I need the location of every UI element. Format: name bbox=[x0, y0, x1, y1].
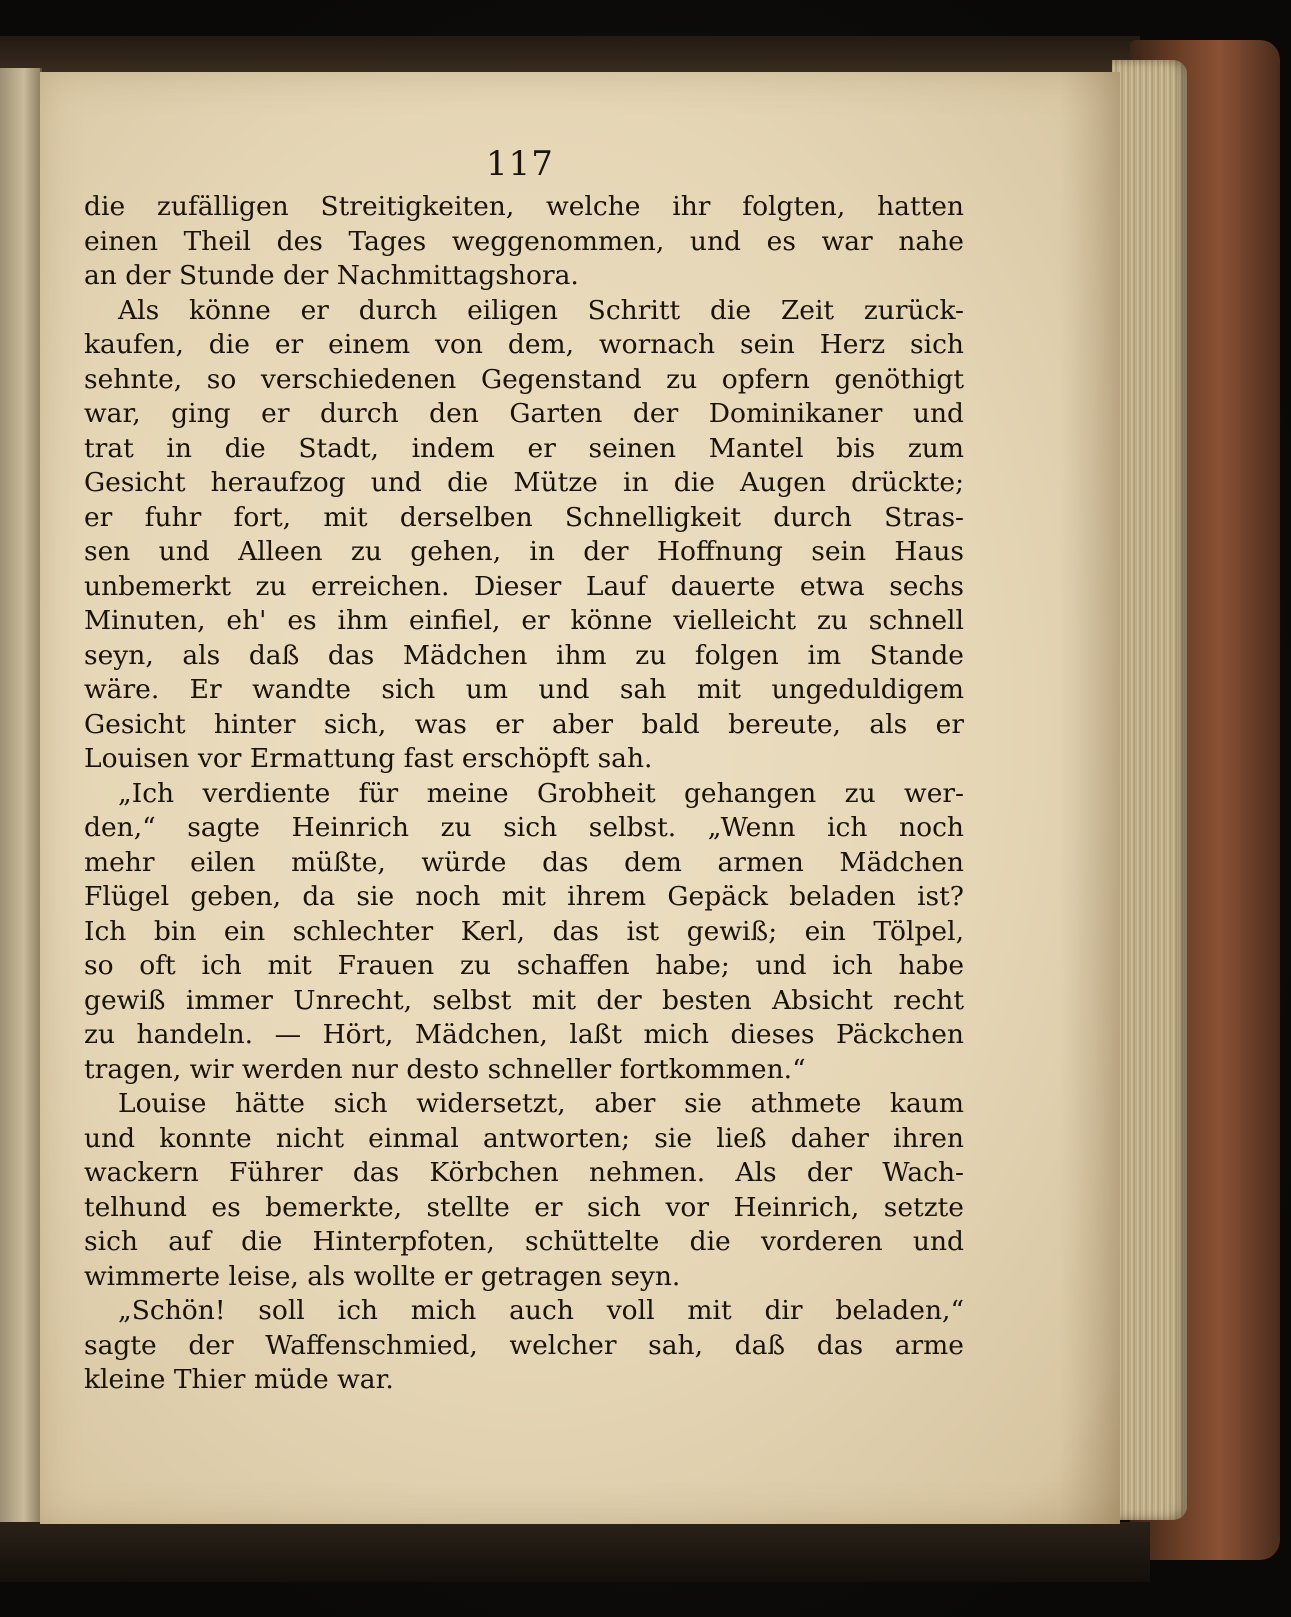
text-line: sagte der Waffenschmied, welcher sah, daß das arme bbox=[84, 1329, 964, 1361]
text-line: telhund es bemerkte, stellte er sich vor Heinrich, setzte bbox=[84, 1191, 964, 1223]
text-line: er fuhr fort, mit derselben Schnelligkeit durch Stras- bbox=[84, 501, 964, 533]
text-line: sehnte, so verschiedenen Gegenstand zu opfern genöthigt bbox=[84, 363, 964, 395]
facing-page-fragment bbox=[0, 68, 42, 1528]
text-line: wimmerte leise, als wollte er getragen seyn. bbox=[84, 1260, 681, 1292]
text-line: mehr eilen müßte, würde das dem armen Mädchen bbox=[84, 846, 964, 878]
text-line: Louisen vor Ermattung fast erschöpft sah. bbox=[84, 743, 653, 774]
text-line: Louise hätte sich widersetzt, aber sie athmete kaum bbox=[118, 1088, 964, 1119]
text-line: kleine Thier müde war. bbox=[84, 1364, 394, 1395]
text-line: den,“ sagte Heinrich zu sich selbst. „Wenn ich noch bbox=[84, 812, 964, 843]
text-line: Gesicht heraufzog und die Mütze in die Augen drückte; bbox=[84, 467, 964, 498]
book-binding-bottom bbox=[0, 1522, 1150, 1582]
text-line: und konnte nicht einmal antworten; sie ließ daher ihren bbox=[84, 1122, 964, 1154]
text-line: einen Theil des Tages weggenommen, und es war nahe bbox=[84, 225, 964, 257]
text-line: Gesicht hinter sich, was er aber bald bereute, als er bbox=[84, 708, 964, 740]
text-line: tragen, wir werden nur desto schneller fortkommen.“ bbox=[84, 1053, 806, 1085]
text-line: wäre. Er wandte sich um und sah mit ungeduldigem bbox=[84, 674, 964, 705]
text-line: so oft ich mit Frauen zu schaffen habe; und ich habe bbox=[84, 950, 964, 981]
text-line: Minuten, eh' es ihm einfiel, er könne vielleicht zu schnell bbox=[84, 605, 964, 636]
text-line: war, ging er durch den Garten der Dominikaner und bbox=[84, 398, 964, 429]
text-line: zu handeln. — Hört, Mädchen, laßt mich dieses Päckchen bbox=[84, 1019, 964, 1050]
text-line: „Schön! soll ich mich auch voll mit dir beladen,“ bbox=[118, 1295, 964, 1326]
text-line: trat in die Stadt, indem er seinen Mantel bis zum bbox=[84, 432, 964, 464]
text-line: wackern Führer das Körbchen nehmen. Als der Wach- bbox=[84, 1157, 964, 1188]
book-binding-top bbox=[0, 36, 1140, 74]
text-line: Flügel geben, da sie noch mit ihrem Gepäck beladen ist? bbox=[84, 881, 964, 912]
text-line: die zufälligen Streitigkeiten, welche ihr folgten, hatten bbox=[84, 191, 964, 222]
text-line: unbemerkt zu erreichen. Dieser Lauf dauerte etwa sechs bbox=[84, 570, 964, 602]
text-line: seyn, als daß das Mädchen ihm zu folgen im Stande bbox=[84, 639, 964, 671]
text-line: Als könne er durch eiligen Schritt die Zeit zurück- bbox=[118, 294, 964, 326]
book-page bbox=[40, 72, 1120, 1524]
text-line: „Ich verdiente für meine Grobheit gehangen zu wer- bbox=[118, 777, 964, 809]
page-number: 117 bbox=[486, 144, 554, 184]
text-line: kaufen, die er einem von dem, wornach sein Herz sich bbox=[84, 329, 964, 360]
text-line: gewiß immer Unrecht, selbst mit der besten Absicht recht bbox=[84, 984, 964, 1016]
text-line: an der Stunde der Nachmittagshora. bbox=[84, 260, 579, 291]
page-text bbox=[84, 190, 964, 1398]
page-stack-edges bbox=[1112, 60, 1187, 1520]
text-line: sich auf die Hinterpfoten, schüttelte die vorderen und bbox=[84, 1226, 964, 1257]
text-line: Ich bin ein schlechter Kerl, das ist gewiß; ein Tölpel, bbox=[84, 915, 964, 947]
text-line: sen und Alleen zu gehen, in der Hoffnung sein Haus bbox=[84, 536, 964, 567]
